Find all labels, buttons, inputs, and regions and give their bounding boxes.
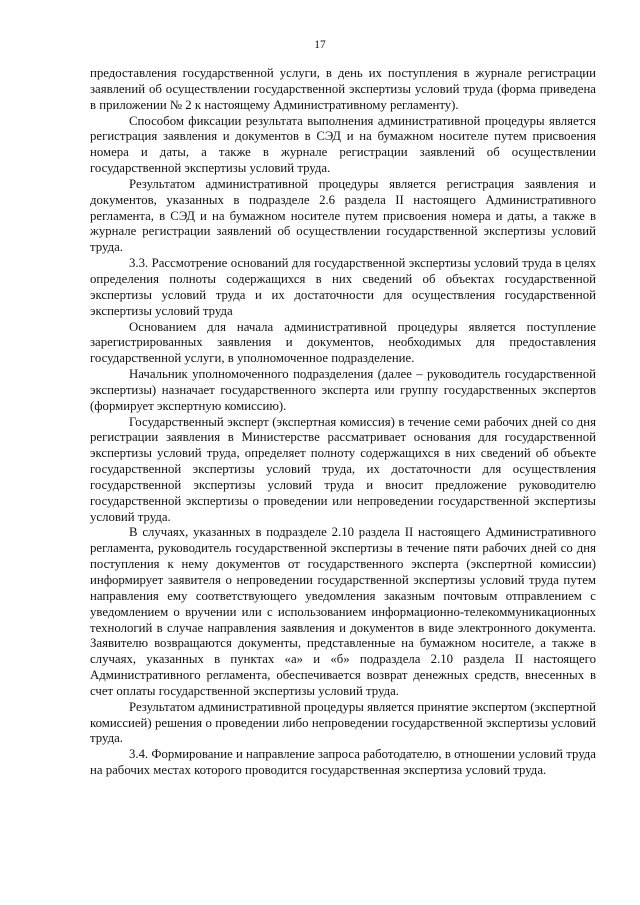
paragraph-continuation: предоставления государственной услуги, в день их поступления в журнале регистрации заявлений об осуществлении государственной экспертизы условий труда (форма приведена в приложении № 2 к настоящему Административному регламенту). (90, 66, 596, 112)
paragraph-registration-result: Результатом административной процедуры является регистрация заявления и документов, указанных в подразделе 2.6 раздела II настоящего Административного регламента, в СЭД и на бумажном носителе путем присвоения номера и даты, а также в журнале регистрации заявлений об осуществлении государственной экспертизы условий труда. (90, 176, 596, 255)
section-heading-3-3: 3.3. Рассмотрение оснований для государственной экспертизы условий труда в целях определения полноты содержащихся в них сведений об объектах государственной экспертизы условий труда и их достаточности для осуществления государственной экспертизы условий труда (90, 256, 596, 318)
document-body (90, 66, 596, 779)
paragraph-expert-review: Государственный эксперт (экспертная комиссия) в течение семи рабочих дней со дня регистрации заявления в Министерстве рассматривает основания для государственной экспертизы условий труда, определяет полноту содержащихся в них сведений об объекте государственной экспертизы условий труда, их достаточности для осуществления государственной экспертизы условий труда и вносит предложение руководителю государственной экспертизы о проведении или непроведении государственной экспертизы условий труда. (90, 414, 596, 524)
section-heading-3-4: 3.4. Формирование и направление запроса работодателю, в отношении условий труда на рабочих местах которого проводится государственная экспертиза условий труда. (90, 747, 596, 778)
page-number: 17 (314, 39, 326, 51)
paragraph-procedure-basis: Основанием для начала административной процедуры является поступление зарегистрированных заявления и документов, необходимых для предоставления государственной услуги, в уполномоченное подразделение. (90, 319, 596, 366)
paragraph-expert-appointment: Начальник уполномоченного подразделения (далее – руководитель государственной экспертизы) назначает государственного эксперта или группу государственных экспертов (формирует экспертную комиссию). (90, 367, 596, 413)
paragraph-refusal-cases: В случаях, указанных в подразделе 2.10 раздела II настоящего Административного регламента, руководитель государственной экспертизы в течение пяти рабочих дней со дня поступления к нему документов от государственного эксперта (экспертной комиссии) информирует заявителя о непроведении государственной экспертизы условий труда путем направления ему соответствующего уведомления заказным почтовым отправлением с уведомлением о вручении или с использованием информационно-телекоммуникационных технологий в случае направления заявления и документов в виде электронного документа. Заявителю возвращаются документы, представленные на бумажном носителе, а также в случаях, указанных в пунктах «а» и «б» подраздела 2.10 раздела II настоящего Административного регламента, обеспечивается возврат денежных средств, внесенных в счет оплаты государственной экспертизы условий труда. (90, 525, 596, 698)
paragraph-review-result: Результатом административной процедуры является принятие экспертом (экспертной комиссией) решения о проведении либо непроведении государственной экспертизы условий труда. (90, 699, 596, 746)
paragraph-fixation-method: Способом фиксации результата выполнения административной процедуры является регистрация заявления и документов в СЭД и на бумажном носителе путем присвоения номера и даты, а также в журнале регистрации заявлений об осуществлении государственной экспертизы условий труда. (90, 113, 596, 176)
